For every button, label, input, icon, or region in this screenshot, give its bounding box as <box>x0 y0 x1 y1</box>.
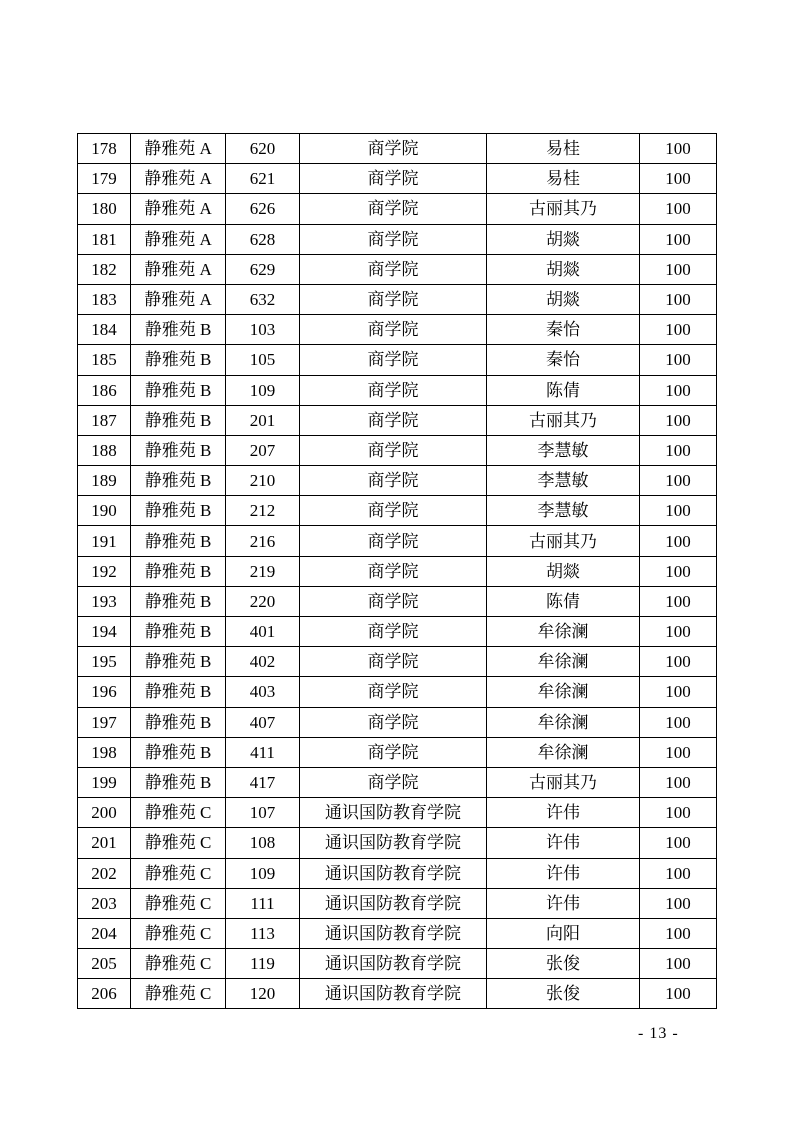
room-number-cell: 628 <box>226 224 300 254</box>
college-cell: 商学院 <box>300 315 487 345</box>
college-cell: 商学院 <box>300 405 487 435</box>
table-body <box>78 134 717 1009</box>
building-cell: 静雅苑 B <box>131 737 226 767</box>
room-number-cell: 220 <box>226 586 300 616</box>
row-index-cell: 194 <box>78 617 131 647</box>
row-index-cell: 189 <box>78 466 131 496</box>
building-cell: 静雅苑 C <box>131 918 226 948</box>
room-number-cell: 108 <box>226 828 300 858</box>
row-index-cell: 184 <box>78 315 131 345</box>
score-cell: 100 <box>640 888 717 918</box>
room-number-cell: 403 <box>226 677 300 707</box>
building-cell: 静雅苑 B <box>131 556 226 586</box>
row-index-cell: 190 <box>78 496 131 526</box>
row-index-cell: 192 <box>78 556 131 586</box>
college-cell: 商学院 <box>300 134 487 164</box>
building-cell: 静雅苑 B <box>131 526 226 556</box>
building-cell: 静雅苑 C <box>131 979 226 1009</box>
counselor-cell: 陈倩 <box>487 586 640 616</box>
counselor-cell: 张俊 <box>487 949 640 979</box>
room-number-cell: 626 <box>226 194 300 224</box>
counselor-cell: 李慧敏 <box>487 496 640 526</box>
college-cell: 商学院 <box>300 737 487 767</box>
score-cell: 100 <box>640 979 717 1009</box>
counselor-cell: 牟徐澜 <box>487 677 640 707</box>
building-cell: 静雅苑 B <box>131 647 226 677</box>
table-row <box>78 979 717 1009</box>
building-cell: 静雅苑 C <box>131 798 226 828</box>
row-index-cell: 179 <box>78 164 131 194</box>
score-cell: 100 <box>640 194 717 224</box>
table-row <box>78 194 717 224</box>
score-cell: 100 <box>640 466 717 496</box>
counselor-cell: 秦怡 <box>487 345 640 375</box>
score-cell: 100 <box>640 405 717 435</box>
college-cell: 商学院 <box>300 647 487 677</box>
row-index-cell: 196 <box>78 677 131 707</box>
room-number-cell: 219 <box>226 556 300 586</box>
row-index-cell: 186 <box>78 375 131 405</box>
row-index-cell: 200 <box>78 798 131 828</box>
counselor-cell: 张俊 <box>487 979 640 1009</box>
row-index-cell: 181 <box>78 224 131 254</box>
room-number-cell: 621 <box>226 164 300 194</box>
score-cell: 100 <box>640 345 717 375</box>
counselor-cell: 胡燚 <box>487 284 640 314</box>
score-cell: 100 <box>640 496 717 526</box>
room-number-cell: 411 <box>226 737 300 767</box>
row-index-cell: 180 <box>78 194 131 224</box>
row-index-cell: 193 <box>78 586 131 616</box>
college-cell: 商学院 <box>300 496 487 526</box>
score-cell: 100 <box>640 949 717 979</box>
row-index-cell: 199 <box>78 767 131 797</box>
table-row <box>78 737 717 767</box>
table-row <box>78 254 717 284</box>
counselor-cell: 易桂 <box>487 164 640 194</box>
college-cell: 商学院 <box>300 254 487 284</box>
table-row <box>78 586 717 616</box>
room-number-cell: 629 <box>226 254 300 284</box>
counselor-cell: 胡燚 <box>487 224 640 254</box>
row-index-cell: 204 <box>78 918 131 948</box>
room-number-cell: 103 <box>226 315 300 345</box>
row-index-cell: 187 <box>78 405 131 435</box>
room-number-cell: 210 <box>226 466 300 496</box>
counselor-cell: 胡燚 <box>487 556 640 586</box>
score-cell: 100 <box>640 134 717 164</box>
counselor-cell: 易桂 <box>487 134 640 164</box>
college-cell: 商学院 <box>300 194 487 224</box>
building-cell: 静雅苑 B <box>131 767 226 797</box>
building-cell: 静雅苑 B <box>131 677 226 707</box>
table-row <box>78 466 717 496</box>
row-index-cell: 205 <box>78 949 131 979</box>
table-row <box>78 767 717 797</box>
counselor-cell: 胡燚 <box>487 254 640 284</box>
room-number-cell: 216 <box>226 526 300 556</box>
counselor-cell: 古丽其乃 <box>487 194 640 224</box>
score-cell: 100 <box>640 526 717 556</box>
counselor-cell: 秦怡 <box>487 315 640 345</box>
dormitory-table <box>77 133 717 1009</box>
row-index-cell: 197 <box>78 707 131 737</box>
score-cell: 100 <box>640 586 717 616</box>
table-row <box>78 526 717 556</box>
building-cell: 静雅苑 C <box>131 949 226 979</box>
score-cell: 100 <box>640 556 717 586</box>
building-cell: 静雅苑 A <box>131 224 226 254</box>
table-row <box>78 858 717 888</box>
building-cell: 静雅苑 B <box>131 586 226 616</box>
table-row <box>78 707 717 737</box>
counselor-cell: 向阳 <box>487 918 640 948</box>
room-number-cell: 109 <box>226 375 300 405</box>
score-cell: 100 <box>640 798 717 828</box>
college-cell: 商学院 <box>300 284 487 314</box>
college-cell: 商学院 <box>300 767 487 797</box>
counselor-cell: 牟徐澜 <box>487 647 640 677</box>
building-cell: 静雅苑 C <box>131 828 226 858</box>
college-cell: 通识国防教育学院 <box>300 888 487 918</box>
counselor-cell: 古丽其乃 <box>487 405 640 435</box>
room-number-cell: 632 <box>226 284 300 314</box>
table-row <box>78 888 717 918</box>
score-cell: 100 <box>640 707 717 737</box>
score-cell: 100 <box>640 737 717 767</box>
table-row <box>78 345 717 375</box>
score-cell: 100 <box>640 767 717 797</box>
room-number-cell: 109 <box>226 858 300 888</box>
counselor-cell: 许伟 <box>487 798 640 828</box>
room-number-cell: 407 <box>226 707 300 737</box>
room-number-cell: 620 <box>226 134 300 164</box>
score-cell: 100 <box>640 224 717 254</box>
counselor-cell: 牟徐澜 <box>487 617 640 647</box>
table-row <box>78 134 717 164</box>
table-row <box>78 677 717 707</box>
score-cell: 100 <box>640 858 717 888</box>
building-cell: 静雅苑 A <box>131 134 226 164</box>
counselor-cell: 李慧敏 <box>487 466 640 496</box>
building-cell: 静雅苑 C <box>131 888 226 918</box>
row-index-cell: 178 <box>78 134 131 164</box>
building-cell: 静雅苑 B <box>131 707 226 737</box>
score-cell: 100 <box>640 647 717 677</box>
building-cell: 静雅苑 A <box>131 284 226 314</box>
room-number-cell: 402 <box>226 647 300 677</box>
counselor-cell: 牟徐澜 <box>487 707 640 737</box>
college-cell: 商学院 <box>300 677 487 707</box>
counselor-cell: 许伟 <box>487 828 640 858</box>
building-cell: 静雅苑 B <box>131 435 226 465</box>
table-row <box>78 798 717 828</box>
row-index-cell: 206 <box>78 979 131 1009</box>
building-cell: 静雅苑 B <box>131 345 226 375</box>
table-row <box>78 496 717 526</box>
row-index-cell: 203 <box>78 888 131 918</box>
college-cell: 商学院 <box>300 586 487 616</box>
score-cell: 100 <box>640 677 717 707</box>
score-cell: 100 <box>640 435 717 465</box>
building-cell: 静雅苑 B <box>131 315 226 345</box>
table-row <box>78 556 717 586</box>
building-cell: 静雅苑 B <box>131 617 226 647</box>
room-number-cell: 201 <box>226 405 300 435</box>
counselor-cell: 李慧敏 <box>487 435 640 465</box>
building-cell: 静雅苑 B <box>131 496 226 526</box>
building-cell: 静雅苑 A <box>131 194 226 224</box>
room-number-cell: 113 <box>226 918 300 948</box>
row-index-cell: 195 <box>78 647 131 677</box>
building-cell: 静雅苑 B <box>131 375 226 405</box>
room-number-cell: 417 <box>226 767 300 797</box>
college-cell: 通识国防教育学院 <box>300 918 487 948</box>
row-index-cell: 191 <box>78 526 131 556</box>
room-number-cell: 212 <box>226 496 300 526</box>
row-index-cell: 185 <box>78 345 131 375</box>
score-cell: 100 <box>640 617 717 647</box>
room-number-cell: 105 <box>226 345 300 375</box>
college-cell: 商学院 <box>300 435 487 465</box>
table-row <box>78 405 717 435</box>
counselor-cell: 许伟 <box>487 858 640 888</box>
building-cell: 静雅苑 B <box>131 405 226 435</box>
table-row <box>78 949 717 979</box>
row-index-cell: 202 <box>78 858 131 888</box>
counselor-cell: 许伟 <box>487 888 640 918</box>
score-cell: 100 <box>640 284 717 314</box>
score-cell: 100 <box>640 315 717 345</box>
page-number: - 13 - <box>638 1025 679 1042</box>
college-cell: 商学院 <box>300 164 487 194</box>
room-number-cell: 111 <box>226 888 300 918</box>
room-number-cell: 107 <box>226 798 300 828</box>
college-cell: 通识国防教育学院 <box>300 828 487 858</box>
row-index-cell: 198 <box>78 737 131 767</box>
table-row <box>78 375 717 405</box>
college-cell: 商学院 <box>300 556 487 586</box>
row-index-cell: 201 <box>78 828 131 858</box>
college-cell: 商学院 <box>300 375 487 405</box>
score-cell: 100 <box>640 918 717 948</box>
counselor-cell: 陈倩 <box>487 375 640 405</box>
college-cell: 商学院 <box>300 617 487 647</box>
table-row <box>78 164 717 194</box>
score-cell: 100 <box>640 254 717 284</box>
table-row <box>78 918 717 948</box>
table-row <box>78 617 717 647</box>
score-cell: 100 <box>640 828 717 858</box>
college-cell: 通识国防教育学院 <box>300 858 487 888</box>
row-index-cell: 188 <box>78 435 131 465</box>
table-row <box>78 284 717 314</box>
building-cell: 静雅苑 A <box>131 254 226 284</box>
counselor-cell: 古丽其乃 <box>487 526 640 556</box>
table-row <box>78 828 717 858</box>
counselor-cell: 牟徐澜 <box>487 737 640 767</box>
room-number-cell: 120 <box>226 979 300 1009</box>
score-cell: 100 <box>640 164 717 194</box>
table-row <box>78 435 717 465</box>
counselor-cell: 古丽其乃 <box>487 767 640 797</box>
room-number-cell: 119 <box>226 949 300 979</box>
college-cell: 商学院 <box>300 707 487 737</box>
table-row <box>78 315 717 345</box>
table-row <box>78 647 717 677</box>
college-cell: 商学院 <box>300 466 487 496</box>
building-cell: 静雅苑 B <box>131 466 226 496</box>
college-cell: 商学院 <box>300 526 487 556</box>
college-cell: 商学院 <box>300 224 487 254</box>
college-cell: 通识国防教育学院 <box>300 949 487 979</box>
table-row <box>78 224 717 254</box>
row-index-cell: 182 <box>78 254 131 284</box>
room-number-cell: 401 <box>226 617 300 647</box>
building-cell: 静雅苑 C <box>131 858 226 888</box>
college-cell: 商学院 <box>300 345 487 375</box>
room-number-cell: 207 <box>226 435 300 465</box>
college-cell: 通识国防教育学院 <box>300 798 487 828</box>
building-cell: 静雅苑 A <box>131 164 226 194</box>
score-cell: 100 <box>640 375 717 405</box>
row-index-cell: 183 <box>78 284 131 314</box>
college-cell: 通识国防教育学院 <box>300 979 487 1009</box>
